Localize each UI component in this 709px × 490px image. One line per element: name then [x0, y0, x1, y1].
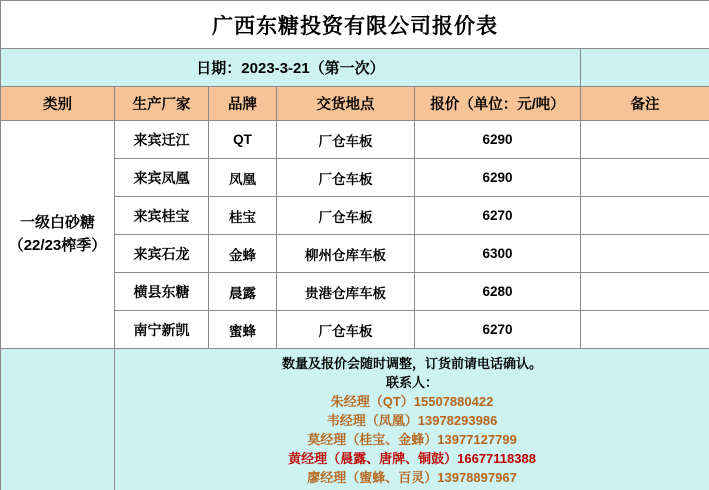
- cell-price: 6290: [415, 121, 581, 159]
- cell-price: 6290: [415, 159, 581, 197]
- page-title: 广西东糖投资有限公司报价表: [1, 1, 709, 49]
- cell-remark: [581, 311, 709, 349]
- cell-remark: [581, 121, 709, 159]
- cell-factory: 来宾迁江: [115, 121, 209, 159]
- column-header-remark: 备注: [581, 87, 709, 121]
- notes-block: [115, 349, 709, 490]
- column-header-brand: 品牌: [209, 87, 277, 121]
- cell-remark: [581, 197, 709, 235]
- notes-row: [1, 349, 709, 490]
- date-row-spacer: [581, 49, 709, 87]
- date-label: 日期：2023-3-21（第一次）: [1, 49, 581, 87]
- cell-brand: 凤凰: [209, 159, 277, 197]
- header-row: [1, 87, 709, 121]
- cell-brand: 晨露: [209, 273, 277, 311]
- note-line: 数量及报价会随时调整，订货前请电话确认。: [282, 356, 543, 371]
- cell-factory: 南宁新凯: [115, 311, 209, 349]
- cell-brand: 桂宝: [209, 197, 277, 235]
- cell-factory: 横县东糖: [115, 273, 209, 311]
- cell-delivery-place: 厂仓车板: [277, 311, 415, 349]
- note-line: 廖经理（蜜蜂、百灵）13978897967: [307, 469, 517, 485]
- cell-price: 6270: [415, 311, 581, 349]
- category-cell: [1, 121, 115, 349]
- column-header-category: 类别: [1, 87, 115, 121]
- note-line: 黄经理（晨露、唐牌、铜鼓）16677118388: [288, 450, 536, 466]
- cell-factory: 来宾桂宝: [115, 197, 209, 235]
- notes-left-spacer: [1, 349, 115, 490]
- cell-remark: [581, 235, 709, 273]
- cell-delivery-place: 贵港仓库车板: [277, 273, 415, 311]
- note-line: 朱经理（QT）15507880422: [330, 393, 494, 409]
- cell-delivery-place: 厂仓车板: [277, 159, 415, 197]
- column-header-factory: 生产厂家: [115, 87, 209, 121]
- table-row: [1, 121, 709, 159]
- note-line: 韦经理（凤凰）13978293986: [326, 412, 498, 428]
- cell-factory: 来宾凤凰: [115, 159, 209, 197]
- cell-remark: [581, 273, 709, 311]
- date-row: [1, 49, 709, 87]
- note-line: 联系人：: [386, 374, 439, 390]
- note-line: 莫经理（桂宝、金蜂）13977127799: [307, 431, 517, 447]
- cell-brand: 金蜂: [209, 235, 277, 273]
- cell-factory: 来宾石龙: [115, 235, 209, 273]
- cell-price: 6270: [415, 197, 581, 235]
- cell-delivery-place: 柳州仓库车板: [277, 235, 415, 273]
- title-row: [1, 1, 709, 49]
- cell-brand: QT: [209, 121, 277, 159]
- cell-brand: 蜜蜂: [209, 311, 277, 349]
- cell-delivery-place: 厂仓车板: [277, 121, 415, 159]
- cell-delivery-place: 厂仓车板: [277, 197, 415, 235]
- cell-price: 6280: [415, 273, 581, 311]
- column-header-delivery-place: 交货地点: [277, 87, 415, 121]
- cell-remark: [581, 159, 709, 197]
- category-line-1: 一级白砂糖: [19, 214, 95, 231]
- column-header-price: 报价（单位：元/吨）: [415, 87, 581, 121]
- cell-price: 6300: [415, 235, 581, 273]
- category-line-2: （22/23榨季）: [8, 236, 107, 254]
